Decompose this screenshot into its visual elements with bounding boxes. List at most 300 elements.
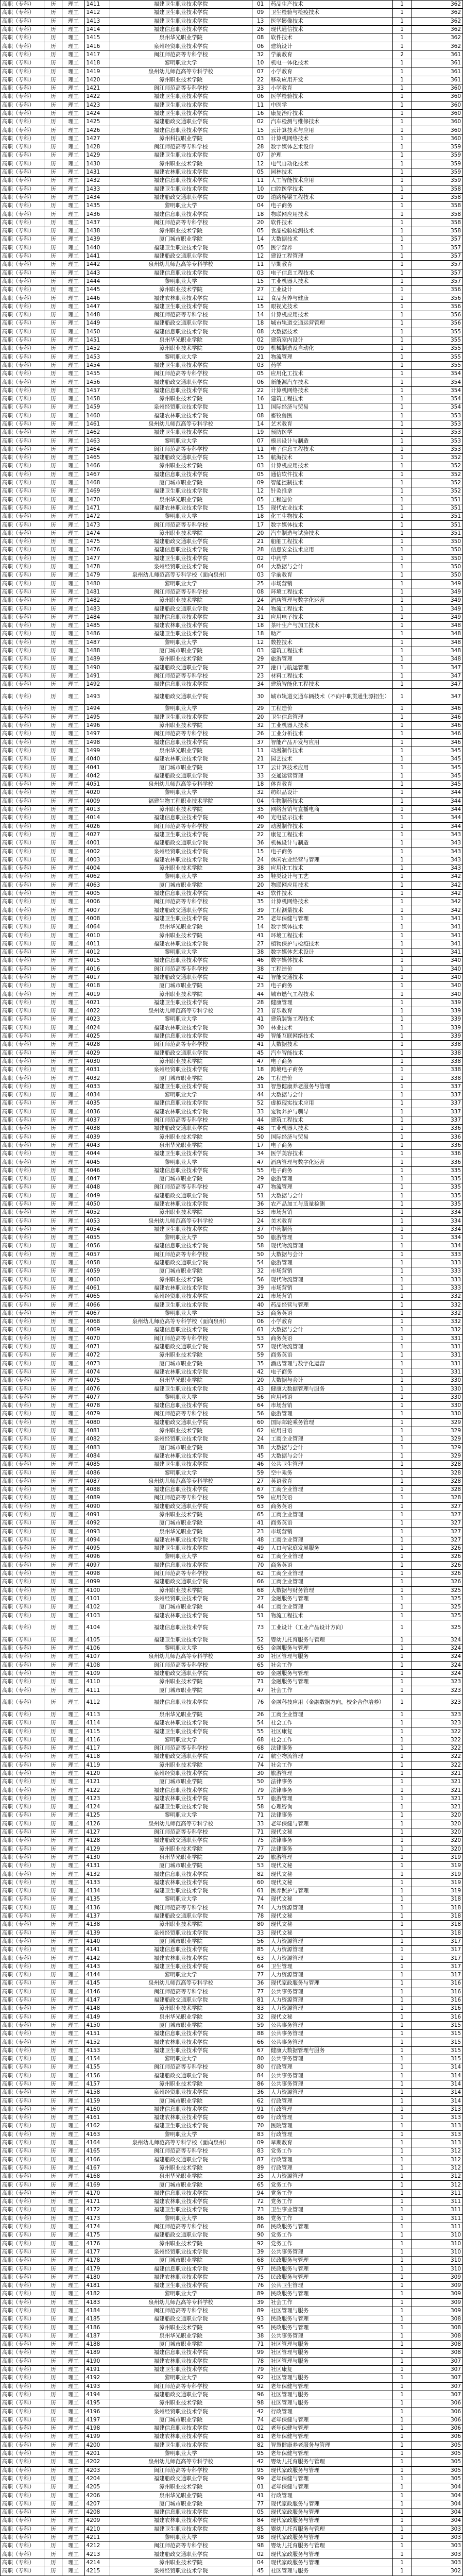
cell-plan-count: 1 <box>392 1066 411 1074</box>
table-row <box>1 588 463 596</box>
cell-school-code: 4061 <box>84 1284 110 1292</box>
cell-category: 理工 <box>62 370 84 378</box>
cell-min-score: 322 <box>411 1736 462 1744</box>
cell-major-name: 汽车制造与试验技术 <box>269 529 392 537</box>
table-row <box>1 2567 463 2575</box>
cell-major-name: 林业技术 <box>269 1024 392 1032</box>
table-row <box>1 261 463 269</box>
cell-min-score: 354 <box>411 395 462 403</box>
cell-category: 理工 <box>62 705 84 713</box>
cell-category: 理工 <box>62 831 84 839</box>
table-row <box>1 1024 463 1032</box>
cell-school-name: 福建船政交通职业学院 <box>110 689 252 705</box>
cell-school-name: 闽江师范高等专科学校 <box>110 965 252 973</box>
cell-min-score: 315 <box>411 2046 462 2055</box>
cell-plan-count: 1 <box>392 1753 411 1761</box>
cell-level: 高职（专科） <box>1 1066 44 1074</box>
table-row <box>1 2408 463 2416</box>
cell-major-name: 眼视光技术 <box>269 302 392 311</box>
cell-type: 历 <box>44 2223 62 2231</box>
cell-school-name: 泉州幼儿师范高等专科学校 <box>110 1007 252 1015</box>
cell-school-code: 1452 <box>84 345 110 353</box>
cell-major-code: 61 <box>252 1326 269 1334</box>
cell-major-name: 公共事务管理 <box>269 2248 392 2256</box>
cell-min-score: 353 <box>411 445 462 453</box>
cell-major-code: 55 <box>252 1727 269 1736</box>
cell-school-name: 黎明职业大学 <box>110 2055 252 2063</box>
cell-school-code: 4098 <box>84 1569 110 1578</box>
cell-school-code: 4007 <box>84 906 110 914</box>
cell-school-code: 4141 <box>84 1946 110 1954</box>
cell-major-code: 50 <box>252 1234 269 1242</box>
cell-school-code: 1492 <box>84 681 110 689</box>
cell-min-score: 336 <box>411 1125 462 1133</box>
cell-plan-count: 1 <box>392 1553 411 1561</box>
cell-min-score: 342 <box>411 906 462 914</box>
cell-category: 理工 <box>62 881 84 889</box>
cell-major-code: 33 <box>252 772 269 780</box>
cell-school-name: 福建信息职业技术学院 <box>110 681 252 689</box>
cell-min-score: 346 <box>411 713 462 721</box>
table-row <box>1 2281 463 2290</box>
cell-major-name: 大数据与会计 <box>269 1192 392 1200</box>
cell-level: 高职（专科） <box>1 1175 44 1183</box>
table-row <box>1 554 463 563</box>
cell-plan-count: 1 <box>392 2198 411 2206</box>
table-row <box>1 571 463 580</box>
table-row <box>1 1753 463 1761</box>
cell-major-code: 43 <box>252 889 269 897</box>
cell-plan-count: 1 <box>392 302 411 311</box>
cell-school-name: 漳州职业技术学院 <box>110 805 252 814</box>
cell-category: 理工 <box>62 1929 84 1937</box>
cell-category: 理工 <box>62 2173 84 2181</box>
cell-level: 高职（专科） <box>1 118 44 126</box>
cell-school-name: 黎明职业大学 <box>110 1895 252 1904</box>
cell-category: 理工 <box>62 2357 84 2365</box>
cell-category: 理工 <box>62 571 84 580</box>
cell-school-code: 4204 <box>84 2475 110 2483</box>
cell-min-score: 311 <box>411 2198 462 2206</box>
cell-plan-count: 1 <box>392 554 411 563</box>
cell-level: 高职（专科） <box>1 109 44 117</box>
cell-level: 高职（专科） <box>1 1133 44 1141</box>
cell-school-code: 1484 <box>84 613 110 621</box>
cell-school-code: 4132 <box>84 1870 110 1878</box>
cell-major-name: 旅游管理 <box>269 655 392 664</box>
cell-type: 历 <box>44 1166 62 1175</box>
cell-school-code: 4118 <box>84 1753 110 1761</box>
cell-level: 高职（专科） <box>1 1 44 9</box>
cell-school-code: 4055 <box>84 1234 110 1242</box>
cell-school-name: 漳州职业技术学院 <box>110 2240 252 2248</box>
cell-min-score: 302 <box>411 2567 462 2575</box>
table-row <box>1 2341 463 2349</box>
cell-plan-count: 1 <box>392 1007 411 1015</box>
cell-category: 理工 <box>62 1853 84 1861</box>
cell-major-code: 82 <box>252 2441 269 2449</box>
table-row <box>1 1719 463 1727</box>
cell-school-code: 1423 <box>84 101 110 109</box>
cell-min-score: 358 <box>411 193 462 201</box>
cell-school-code: 4107 <box>84 1653 110 1661</box>
cell-major-name: 助产 <box>269 630 392 638</box>
cell-level: 高职（专科） <box>1 738 44 747</box>
table-row <box>1 50 463 59</box>
cell-level: 高职（专科） <box>1 2030 44 2038</box>
cell-major-name: 电子信息工程技术 <box>269 269 392 277</box>
cell-major-code: 32 <box>252 789 269 797</box>
cell-category: 理工 <box>62 613 84 621</box>
cell-category: 理工 <box>62 353 84 361</box>
cell-level: 高职（专科） <box>1 1485 44 1494</box>
cell-level: 高职（专科） <box>1 965 44 973</box>
cell-type: 历 <box>44 2273 62 2281</box>
cell-type: 历 <box>44 1326 62 1334</box>
cell-major-name: 社区管理与服务 <box>269 2307 392 2315</box>
cell-plan-count: 1 <box>392 1912 411 1920</box>
cell-min-score: 324 <box>411 1653 462 1661</box>
table-row <box>1 1368 463 1376</box>
cell-plan-count: 1 <box>392 781 411 789</box>
cell-plan-count: 1 <box>392 1183 411 1192</box>
table-row <box>1 1074 463 1082</box>
cell-type: 历 <box>44 1578 62 1586</box>
cell-min-score: 309 <box>411 2290 462 2298</box>
table-row <box>1 1116 463 1124</box>
cell-school-name: 厦门城市职业学院 <box>110 1175 252 1183</box>
cell-level: 高职（专科） <box>1 1845 44 1853</box>
cell-category: 理工 <box>62 2408 84 2416</box>
cell-level: 高职（专科） <box>1 814 44 822</box>
cell-school-code: 4057 <box>84 1250 110 1259</box>
cell-plan-count: 1 <box>392 2341 411 2349</box>
cell-school-name: 黎明职业大学 <box>110 437 252 445</box>
table-row <box>1 822 463 831</box>
cell-major-name: 计算机应用技术 <box>269 462 392 470</box>
cell-type: 历 <box>44 1569 62 1578</box>
cell-major-code: 03 <box>252 361 269 369</box>
cell-major-name: 物流工程技术 <box>269 605 392 613</box>
cell-level: 高职（专科） <box>1 1569 44 1578</box>
cell-type: 历 <box>44 1158 62 1166</box>
cell-major-name: 食品营养与健康 <box>269 294 392 302</box>
cell-school-code: 4017 <box>84 973 110 981</box>
cell-plan-count: 1 <box>392 1744 411 1752</box>
cell-type: 历 <box>44 286 62 294</box>
cell-category: 理工 <box>62 1645 84 1653</box>
cell-major-name: 交通运营管理 <box>269 772 392 780</box>
table-row <box>1 1971 463 1979</box>
cell-school-code: 1445 <box>84 286 110 294</box>
cell-min-score: 352 <box>411 487 462 496</box>
cell-min-score: 354 <box>411 403 462 412</box>
cell-type: 历 <box>44 168 62 176</box>
cell-level: 高职（专科） <box>1 252 44 260</box>
cell-min-score: 331 <box>411 1343 462 1351</box>
table-row <box>1 185 463 193</box>
cell-type: 历 <box>44 1678 62 1686</box>
cell-school-name: 泉州经贸职业技术学院 <box>110 1595 252 1603</box>
cell-school-code: 4038 <box>84 1125 110 1133</box>
cell-plan-count: 1 <box>392 1082 411 1091</box>
cell-school-code: 1488 <box>84 647 110 655</box>
cell-major-name: 现代文秘 <box>269 1878 392 1887</box>
cell-school-name: 福建船政交通职业学院 <box>110 973 252 981</box>
cell-type: 历 <box>44 2399 62 2408</box>
cell-school-name: 福建船政交通职业学院 <box>110 605 252 613</box>
cell-category: 理工 <box>62 2055 84 2063</box>
table-row <box>1 429 463 437</box>
cell-school-name: 泉州幼儿师范高等专科学校（面向泉州） <box>110 2139 252 2147</box>
cell-type: 历 <box>44 193 62 201</box>
cell-level: 高职（专科） <box>1 1461 44 1469</box>
cell-major-code: 58 <box>252 1803 269 1811</box>
cell-school-name: 黎明职业大学 <box>110 2374 252 2382</box>
cell-type: 历 <box>44 1082 62 1091</box>
cell-major-name: 公共卫生管理 <box>269 1461 392 1469</box>
cell-level: 高职（专科） <box>1 403 44 412</box>
cell-category: 理工 <box>62 2198 84 2206</box>
cell-major-name: 计算机应用技术 <box>269 311 392 319</box>
cell-plan-count: 1 <box>392 67 411 76</box>
cell-level: 高职（专科） <box>1 1024 44 1032</box>
cell-major-code: 50 <box>252 1133 269 1141</box>
cell-min-score: 337 <box>411 1116 462 1124</box>
cell-school-code: 4063 <box>84 881 110 889</box>
cell-category: 理工 <box>62 772 84 780</box>
cell-min-score: 353 <box>411 420 462 428</box>
table-row <box>1 1710 463 1719</box>
cell-level: 高职（专科） <box>1 1150 44 1158</box>
cell-school-code: 4069 <box>84 1326 110 1334</box>
cell-major-name: 社区管理与服务 <box>269 2399 392 2408</box>
cell-major-code: 30 <box>252 689 269 705</box>
cell-major-name: 数字媒体艺术设计 <box>269 948 392 956</box>
cell-category: 理工 <box>62 681 84 689</box>
cell-plan-count: 1 <box>392 747 411 755</box>
cell-level: 高职（专科） <box>1 856 44 864</box>
cell-type: 历 <box>44 1015 62 1024</box>
cell-school-name: 福建船政交通职业学院 <box>110 664 252 672</box>
cell-major-code: 97 <box>252 2265 269 2273</box>
cell-school-code: 4200 <box>84 2441 110 2449</box>
cell-major-name: 物流管理 <box>269 1183 392 1192</box>
cell-category: 理工 <box>62 109 84 117</box>
cell-type: 历 <box>44 1057 62 1065</box>
cell-school-name: 黎明职业大学 <box>110 1469 252 1477</box>
cell-min-score: 316 <box>411 1988 462 1996</box>
table-row <box>1 2315 463 2324</box>
cell-major-name: 建筑室内设计 <box>269 336 392 344</box>
cell-level: 高职（专科） <box>1 2122 44 2130</box>
cell-major-code: 64 <box>252 1401 269 1410</box>
cell-school-name: 黎明职业大学 <box>110 1015 252 1024</box>
cell-major-code: 39 <box>252 1284 269 1292</box>
cell-major-code: 92 <box>252 2382 269 2391</box>
cell-school-code: 4149 <box>84 2013 110 2021</box>
cell-category: 理工 <box>62 1736 84 1744</box>
cell-plan-count: 1 <box>392 2147 411 2156</box>
cell-school-code: 1453 <box>84 353 110 361</box>
cell-level: 高职（专科） <box>1 1561 44 1569</box>
cell-major-code: 96 <box>252 2391 269 2399</box>
cell-category: 理工 <box>62 898 84 906</box>
cell-level: 高职（专科） <box>1 990 44 998</box>
cell-min-score: 351 <box>411 496 462 504</box>
cell-min-score: 315 <box>411 2038 462 2046</box>
cell-school-code: 1434 <box>84 193 110 201</box>
cell-major-code: 49 <box>252 1545 269 1553</box>
cell-major-code: 09 <box>252 9 269 17</box>
cell-school-code: 4047 <box>84 1175 110 1183</box>
cell-school-name: 漳州职业技术学院 <box>110 597 252 605</box>
cell-school-name: 漳州职业技术学院 <box>110 395 252 403</box>
cell-major-name: 市场营销 <box>269 1267 392 1276</box>
cell-plan-count: 1 <box>392 1032 411 1040</box>
cell-type: 历 <box>44 2391 62 2399</box>
cell-level: 高职（专科） <box>1 822 44 831</box>
cell-major-code: 92 <box>252 2240 269 2248</box>
cell-level: 高职（专科） <box>1 2273 44 2281</box>
cell-school-name: 福建卫生职业技术学院 <box>110 1301 252 1309</box>
cell-min-score: 353 <box>411 437 462 445</box>
table-row <box>1 630 463 638</box>
cell-type: 历 <box>44 864 62 872</box>
cell-category: 理工 <box>62 1569 84 1578</box>
cell-plan-count: 1 <box>392 1192 411 1200</box>
cell-category: 理工 <box>62 2214 84 2223</box>
cell-type: 历 <box>44 1988 62 1996</box>
cell-category: 理工 <box>62 2416 84 2424</box>
cell-major-name: 中医学 <box>269 101 392 109</box>
cell-major-name: 社区管理与服务 <box>269 2341 392 2349</box>
table-row <box>1 1108 463 1116</box>
cell-type: 历 <box>44 1485 62 1494</box>
cell-school-name: 泉州华光职业学院 <box>110 923 252 931</box>
cell-type: 历 <box>44 1175 62 1183</box>
cell-school-code: 4032 <box>84 1074 110 1082</box>
cell-school-code: 1485 <box>84 621 110 630</box>
cell-type: 历 <box>44 1553 62 1561</box>
cell-plan-count: 1 <box>392 1309 411 1317</box>
cell-school-name: 福建卫生职业技术学院 <box>110 1225 252 1233</box>
cell-major-name: 旅游管理 <box>269 1769 392 1777</box>
cell-major-code: 02 <box>252 118 269 126</box>
cell-school-code: 1451 <box>84 336 110 344</box>
cell-type: 历 <box>44 998 62 1007</box>
cell-major-name: 商务英语 <box>269 1519 392 1528</box>
cell-school-name: 厦门城市职业学院 <box>110 764 252 772</box>
cell-major-name: 社区管理与服务 <box>269 2374 392 2382</box>
cell-plan-count: 1 <box>392 261 411 269</box>
cell-level: 高职（专科） <box>1 605 44 613</box>
cell-major-name: 工业机器人技术 <box>269 721 392 730</box>
cell-major-name: 现代农业技术 <box>269 504 392 512</box>
cell-school-name: 福建农林职业技术学院 <box>110 412 252 420</box>
cell-type: 历 <box>44 118 62 126</box>
cell-plan-count: 1 <box>392 1620 411 1636</box>
cell-level: 高职（专科） <box>1 1502 44 1511</box>
cell-school-name: 闽江师范高等专科学校 <box>110 1116 252 1124</box>
cell-category: 理工 <box>62 218 84 227</box>
cell-level: 高职（专科） <box>1 923 44 931</box>
cell-school-name: 泉州经贸职业技术学院 <box>110 1769 252 1777</box>
cell-major-name: 学前教育 <box>269 571 392 580</box>
cell-type: 历 <box>44 1427 62 1435</box>
cell-school-name: 泉州华光职业学院 <box>110 2492 252 2500</box>
cell-level: 高职（专科） <box>1 1209 44 1217</box>
cell-plan-count: 1 <box>392 9 411 17</box>
table-row <box>1 1401 463 1410</box>
cell-school-name: 福建信息职业技术学院 <box>110 738 252 747</box>
cell-major-code: 41 <box>252 1519 269 1528</box>
cell-school-name: 厦门城市职业学院 <box>110 1444 252 1452</box>
cell-major-code: 05 <box>252 244 269 252</box>
cell-school-code: 4137 <box>84 1912 110 1920</box>
cell-major-name: 老年保健与管理 <box>269 2449 392 2458</box>
cell-plan-count: 1 <box>392 2517 411 2525</box>
cell-major-code: 27 <box>252 286 269 294</box>
table-row <box>1 1727 463 1736</box>
cell-level: 高职（专科） <box>1 1200 44 1208</box>
cell-plan-count: 1 <box>392 1870 411 1878</box>
cell-major-name: 空中乘务 <box>269 1469 392 1477</box>
cell-category: 理工 <box>62 1452 84 1460</box>
cell-school-code: 1418 <box>84 59 110 67</box>
cell-major-code: 42 <box>252 1368 269 1376</box>
table-row <box>1 721 463 730</box>
table-row <box>1 1250 463 1259</box>
cell-major-name: 公共卫生管理 <box>269 2281 392 2290</box>
table-row <box>1 2433 463 2441</box>
cell-min-score: 324 <box>411 1661 462 1669</box>
cell-school-code: 4161 <box>84 2114 110 2122</box>
cell-major-code: 20 <box>252 713 269 721</box>
cell-level: 高职（专科） <box>1 1192 44 1200</box>
cell-level: 高职（专科） <box>1 1694 44 1710</box>
cell-min-score: 309 <box>411 2281 462 2290</box>
cell-major-code: 37 <box>252 1225 269 1233</box>
cell-school-code: 1477 <box>84 554 110 563</box>
cell-major-name: 老年保健与管理 <box>269 2425 392 2433</box>
cell-type: 历 <box>44 496 62 504</box>
cell-type: 历 <box>44 261 62 269</box>
cell-category: 理工 <box>62 1794 84 1803</box>
cell-plan-count: 1 <box>392 2349 411 2357</box>
table-row <box>1 1 463 9</box>
cell-school-name: 福建卫生职业技术学院 <box>110 2525 252 2533</box>
cell-plan-count: 1 <box>392 1678 411 1686</box>
cell-type: 历 <box>44 1234 62 1242</box>
cell-major-name: 金融服务与管理 <box>269 1669 392 1677</box>
cell-type: 历 <box>44 202 62 210</box>
cell-major-code: 24 <box>252 597 269 605</box>
cell-major-code: 09 <box>252 2139 269 2147</box>
cell-major-name: 法律事务 <box>269 1786 392 1794</box>
cell-level: 高职（专科） <box>1 1996 44 2004</box>
cell-plan-count: 1 <box>392 2433 411 2441</box>
cell-school-name: 福建船政交通职业学院 <box>110 118 252 126</box>
cell-major-code: 18 <box>252 781 269 789</box>
cell-school-code: 4172 <box>84 2206 110 2214</box>
cell-level: 高职（专科） <box>1 1727 44 1736</box>
table-row <box>1 1744 463 1752</box>
cell-level: 高职（专科） <box>1 906 44 914</box>
table-row <box>1 797 463 805</box>
cell-min-score: 306 <box>411 2408 462 2416</box>
cell-type: 历 <box>44 2458 62 2466</box>
